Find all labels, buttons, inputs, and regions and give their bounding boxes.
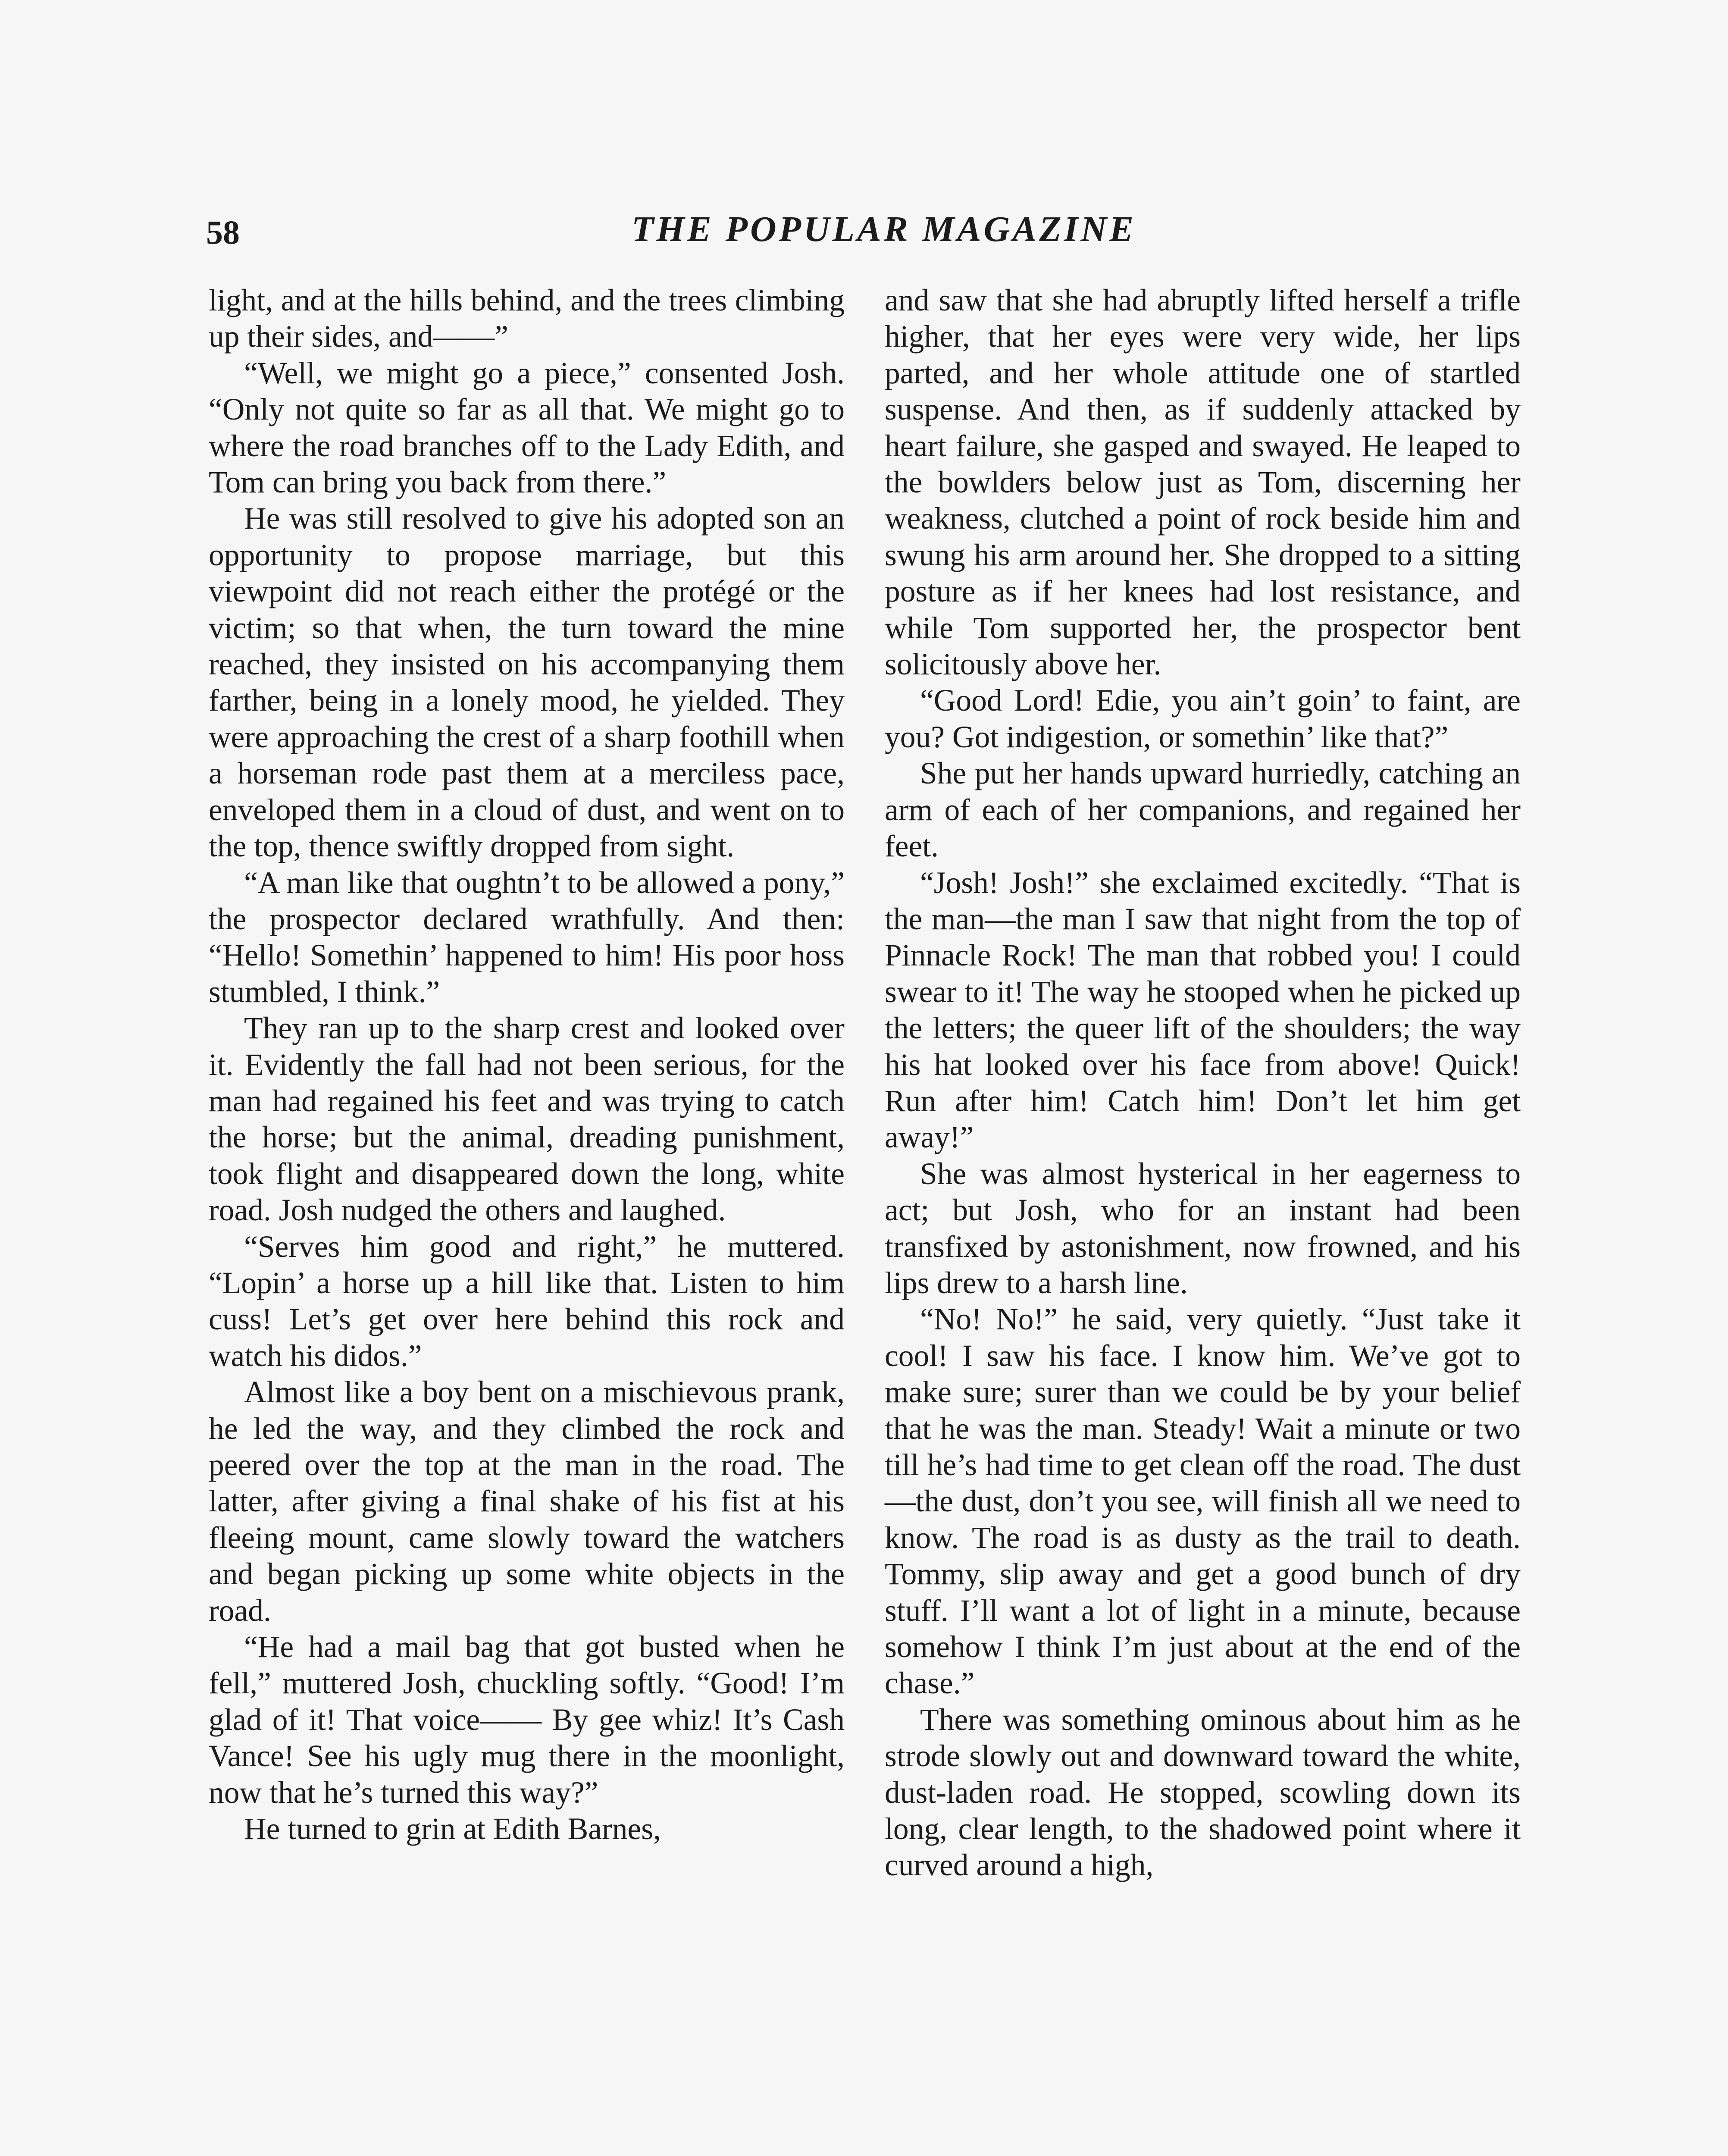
paragraph: “Well, we might go a piece,” consented Josh. “Only not quite so far as all that. We might go to where the road branches off to the Lady Edith, and Tom can bring you back from there.” bbox=[209, 356, 845, 500]
paragraph: He was still resolved to give his adopted son an opportunity to propose marriage, but this viewpoint did not reach either the protégé or the victim; so that when, the turn toward the mine reached, they insisted on his accompanying them farther, being in a lonely mood, he yielded. They were approaching the crest of a sharp foothill when a horseman rode past them at a merciless pace, enveloped them in a cloud of dust, and went on to the top, thence swiftly dropped from sight. bbox=[209, 501, 845, 864]
paragraph: and saw that she had abruptly lifted herself a trifle higher, that her eyes were very wide, her lips parted, and her whole attitude one of startled suspense. And then, as if suddenly attacked by heart failure, she gasped and swayed. He leaped to the bowlders below just as Tom, discerning her weakness, clutched a point of rock beside him and swung his arm around her. She dropped to a sitting posture as if her knees had lost resistance, and while Tom supported her, the prospector bent solicitously above her. bbox=[885, 283, 1521, 682]
paragraph: She put her hands upward hurriedly, catching an arm of each of her companions, and regained her feet. bbox=[885, 756, 1521, 864]
paragraph: They ran up to the sharp crest and looked over it. Evidently the fall had not been serious, for the man had regained his feet and was trying to catch the horse; but the animal, dreading punishment, took flight and disappeared down the long, white road. Josh nudged the others and laughed. bbox=[209, 1011, 845, 1228]
paragraph: “Serves him good and right,” he muttered. “Lopin’ a horse up a hill like that. Listen to him cuss! Let’s get over here behind this rock and watch his didos.” bbox=[209, 1229, 845, 1373]
text-column-right bbox=[885, 282, 1521, 1884]
paragraph: “No! No!” he said, very quietly. “Just take it cool! I saw his face. I know him. We’ve got to make sure; surer than we could be by your belief that he was the man. Steady! Wait a minute or two till he’s had time to get clean off the road. The dust—the dust, don’t you see, will finish all we need to know. The road is as dusty as the trail to death. Tommy, slip away and get a good bunch of dry stuff. I’ll want a lot of light in a minute, because somehow I think I’m just about at the end of the chase.” bbox=[885, 1302, 1521, 1701]
paragraph: “Good Lord! Edie, you ain’t goin’ to faint, are you? Got indigestion, or somethin’ like that?” bbox=[885, 683, 1521, 754]
paragraph: “Josh! Josh!” she exclaimed excitedly. “That is the man—the man I saw that night from the top of Pinnacle Rock! The man that robbed you! I could swear to it! The way he stooped when he picked up the letters; the queer lift of the shoulders; the way his hat looked over his face from above! Quick! Run after him! Catch him! Don’t let him get away!” bbox=[885, 865, 1521, 1155]
paragraph: “A man like that oughtn’t to be allowed a pony,” the prospector declared wrathfully. And then: “Hello! Somethin’ happened to him! His poor hoss stumbled, I think.” bbox=[209, 865, 845, 1009]
running-head: THE POPULAR MAGAZINE bbox=[631, 209, 1136, 249]
paragraph: Almost like a boy bent on a mischievous prank, he led the way, and they climbed the rock and peered over the top at the man in the road. The latter, after giving a final shake of his fist at his fleeing mount, came slowly toward the watchers and began picking up some white objects in the road. bbox=[209, 1375, 845, 1628]
paragraph: “He had a mail bag that got busted when he fell,” muttered Josh, chuckling softly. “Good! I’m glad of it! That voice—— By gee whiz! It’s Cash Vance! See his ugly mug there in the moonlight, now that he’s turned this way?” bbox=[209, 1630, 845, 1810]
paragraph: She was almost hysterical in her eagerness to act; but Josh, who for an instant had been transfixed by astonishment, now frowned, and his lips drew to a harsh line. bbox=[885, 1156, 1521, 1300]
paragraph: light, and at the hills behind, and the trees climbing up their sides, and——” bbox=[209, 283, 845, 354]
page-number: 58 bbox=[206, 213, 240, 251]
paragraph: There was something ominous about him as he strode slowly out and downward toward the white, dust-laden road. He stopped, scowling down its long, clear length, to the shadowed point where it curved around a high, bbox=[885, 1702, 1521, 1883]
paragraph: He turned to grin at Edith Barnes, bbox=[244, 1812, 661, 1846]
text-column-left bbox=[209, 282, 845, 1847]
